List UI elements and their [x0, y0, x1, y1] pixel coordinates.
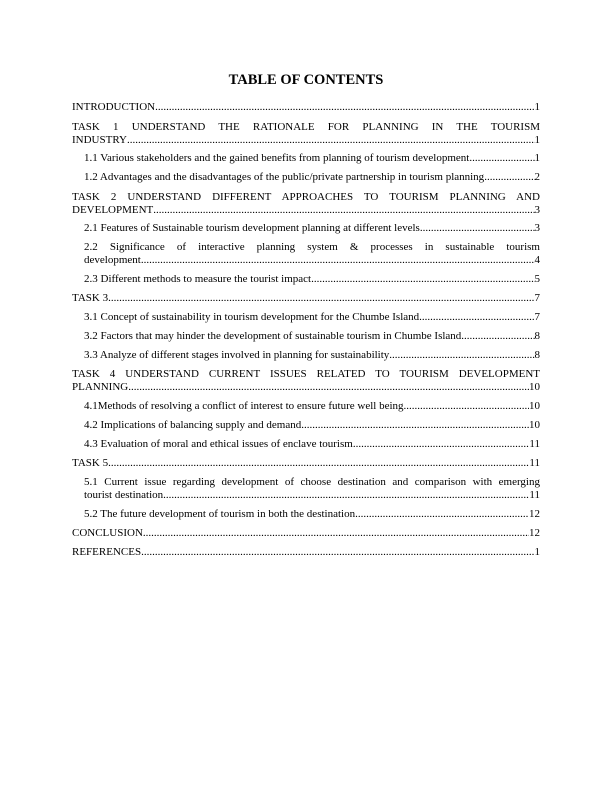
dot-leader: [469, 152, 534, 165]
toc-entry-text: 2.3 Different methods to measure the tourist impact: [84, 273, 312, 285]
toc-entry-text: INDUSTRY: [72, 134, 128, 146]
dot-leader: [419, 311, 534, 324]
toc-entry[interactable]: [72, 368, 540, 394]
toc-entry[interactable]: [84, 419, 540, 432]
toc-entry-text: 1.2 Advantages and the disadvantages of the public/private partnership in tourism planning: [84, 171, 485, 183]
toc-entry[interactable]: [84, 241, 540, 267]
toc-entry[interactable]: [84, 222, 540, 235]
dot-leader: [420, 222, 535, 235]
toc-entry-text: DEVELOPMENT: [72, 204, 154, 216]
dot-leader: [141, 254, 535, 267]
dot-leader: [484, 171, 534, 184]
toc-entry[interactable]: [84, 273, 540, 286]
dot-leader: [108, 292, 534, 305]
dot-leader: [141, 546, 534, 559]
toc-page-number: 12: [529, 527, 540, 539]
toc-entry-text: 2.1 Features of Sustainable tourism development planning at different levels: [84, 222, 420, 234]
toc-entry-text: 5.2 The future development of tourism in both the destination: [84, 508, 356, 520]
toc-entry-text-line1: TASK 1 UNDERSTAND THE RATIONALE FOR PLANNING IN THE TOURISM: [72, 121, 540, 133]
toc-page-number: 1: [534, 134, 540, 146]
toc-entry-text-line1: 5.1 Current issue regarding development of choose destination and comparison with emerging: [84, 476, 540, 488]
toc-page-number: 1: [534, 152, 540, 164]
toc-entry-text: 3.2 Factors that may hinder the development of sustainable tourism in Chumbe Island: [84, 330, 462, 342]
dot-leader: [353, 438, 530, 451]
toc-page-number: 11: [529, 438, 540, 450]
toc-entry-text: 3.3 Analyze of different stages involved in planning for sustainability: [84, 349, 390, 361]
toc-entry-text: 4.3 Evaluation of moral and ethical issues of enclave tourism: [84, 438, 353, 450]
toc-entry[interactable]: [84, 171, 540, 184]
toc-page-number: 1: [534, 101, 540, 113]
toc-entry-text: development: [84, 254, 141, 266]
toc-page-number: 7: [534, 292, 540, 304]
toc-entry[interactable]: [72, 292, 540, 305]
dot-leader: [153, 204, 534, 217]
toc-entry-text-line1: TASK 2 UNDERSTAND DIFFERENT APPROACHES TO TOURISM PLANNING AND: [72, 191, 540, 203]
toc-entry[interactable]: [84, 330, 540, 343]
dot-leader: [127, 134, 534, 147]
dot-leader: [355, 508, 529, 521]
toc-entry[interactable]: [84, 400, 540, 413]
toc-entry[interactable]: [84, 349, 540, 362]
toc-entry-text: 4.1Methods of resolving a conflict of interest to ensure future well being: [84, 400, 404, 412]
toc-page-number: 10: [529, 400, 540, 412]
toc-page-number: 8: [534, 349, 540, 361]
toc-entry[interactable]: [72, 527, 540, 540]
toc-entry-text: 4.2 Implications of balancing supply and demand: [84, 419, 302, 431]
dot-leader: [128, 381, 529, 394]
toc-entry[interactable]: [72, 191, 540, 217]
toc-page-number: 5: [534, 273, 540, 285]
toc-entry[interactable]: [72, 457, 540, 470]
toc-page-number: 8: [534, 330, 540, 342]
toc-page-number: 10: [529, 381, 540, 393]
toc-entry-text: INTRODUCTION: [72, 101, 156, 113]
toc-entry[interactable]: [72, 121, 540, 147]
toc-entry-text: PLANNING: [72, 381, 129, 393]
toc-entry-text-line1: TASK 4 UNDERSTAND CURRENT ISSUES RELATED TO TOURISM DEVELOPMENT: [72, 368, 540, 380]
toc-entry[interactable]: [84, 438, 540, 451]
toc-entry-text: 3.1 Concept of sustainability in tourism development for the Chumbe Island: [84, 311, 420, 323]
toc-entry[interactable]: [72, 101, 540, 114]
dot-leader: [311, 273, 534, 286]
toc-page-number: 10: [529, 419, 540, 431]
dot-leader: [389, 349, 534, 362]
toc-page-number: 11: [529, 457, 540, 469]
dot-leader: [155, 101, 534, 114]
toc-entry[interactable]: [84, 508, 540, 521]
dot-leader: [108, 457, 529, 470]
toc-page-number: 7: [534, 311, 540, 323]
toc-entry-text: 1.1 Various stakeholders and the gained benefits from planning of tourism development: [84, 152, 470, 164]
toc-page-number: 12: [529, 508, 540, 520]
toc-page-number: 1: [534, 546, 540, 558]
toc-page-number: 4: [534, 254, 540, 266]
toc-entry[interactable]: [72, 546, 540, 559]
toc-page-number: 11: [529, 489, 540, 501]
dot-leader: [301, 419, 529, 432]
toc-entry-text: tourist destination: [84, 489, 164, 501]
toc-title: TABLE OF CONTENTS: [228, 72, 384, 88]
toc-page-number: 3: [534, 204, 540, 216]
toc-entry-text-line1: 2.2 Significance of interactive planning system & processes in sustainable tourism: [84, 241, 540, 253]
dot-leader: [163, 489, 529, 502]
toc-entry[interactable]: [84, 476, 540, 502]
dot-leader: [461, 330, 534, 343]
toc-entry-text: REFERENCES: [72, 546, 142, 558]
toc-page-number: 3: [534, 222, 540, 234]
toc-entry-text: TASK 5: [72, 457, 109, 469]
toc-entry-text: CONCLUSION: [72, 527, 143, 539]
toc-entry[interactable]: [84, 152, 540, 165]
dot-leader: [404, 400, 529, 413]
toc-page-number: 2: [534, 171, 540, 183]
toc-entry-text: TASK 3: [72, 292, 109, 304]
toc-entry[interactable]: [84, 311, 540, 324]
dot-leader: [143, 527, 529, 540]
